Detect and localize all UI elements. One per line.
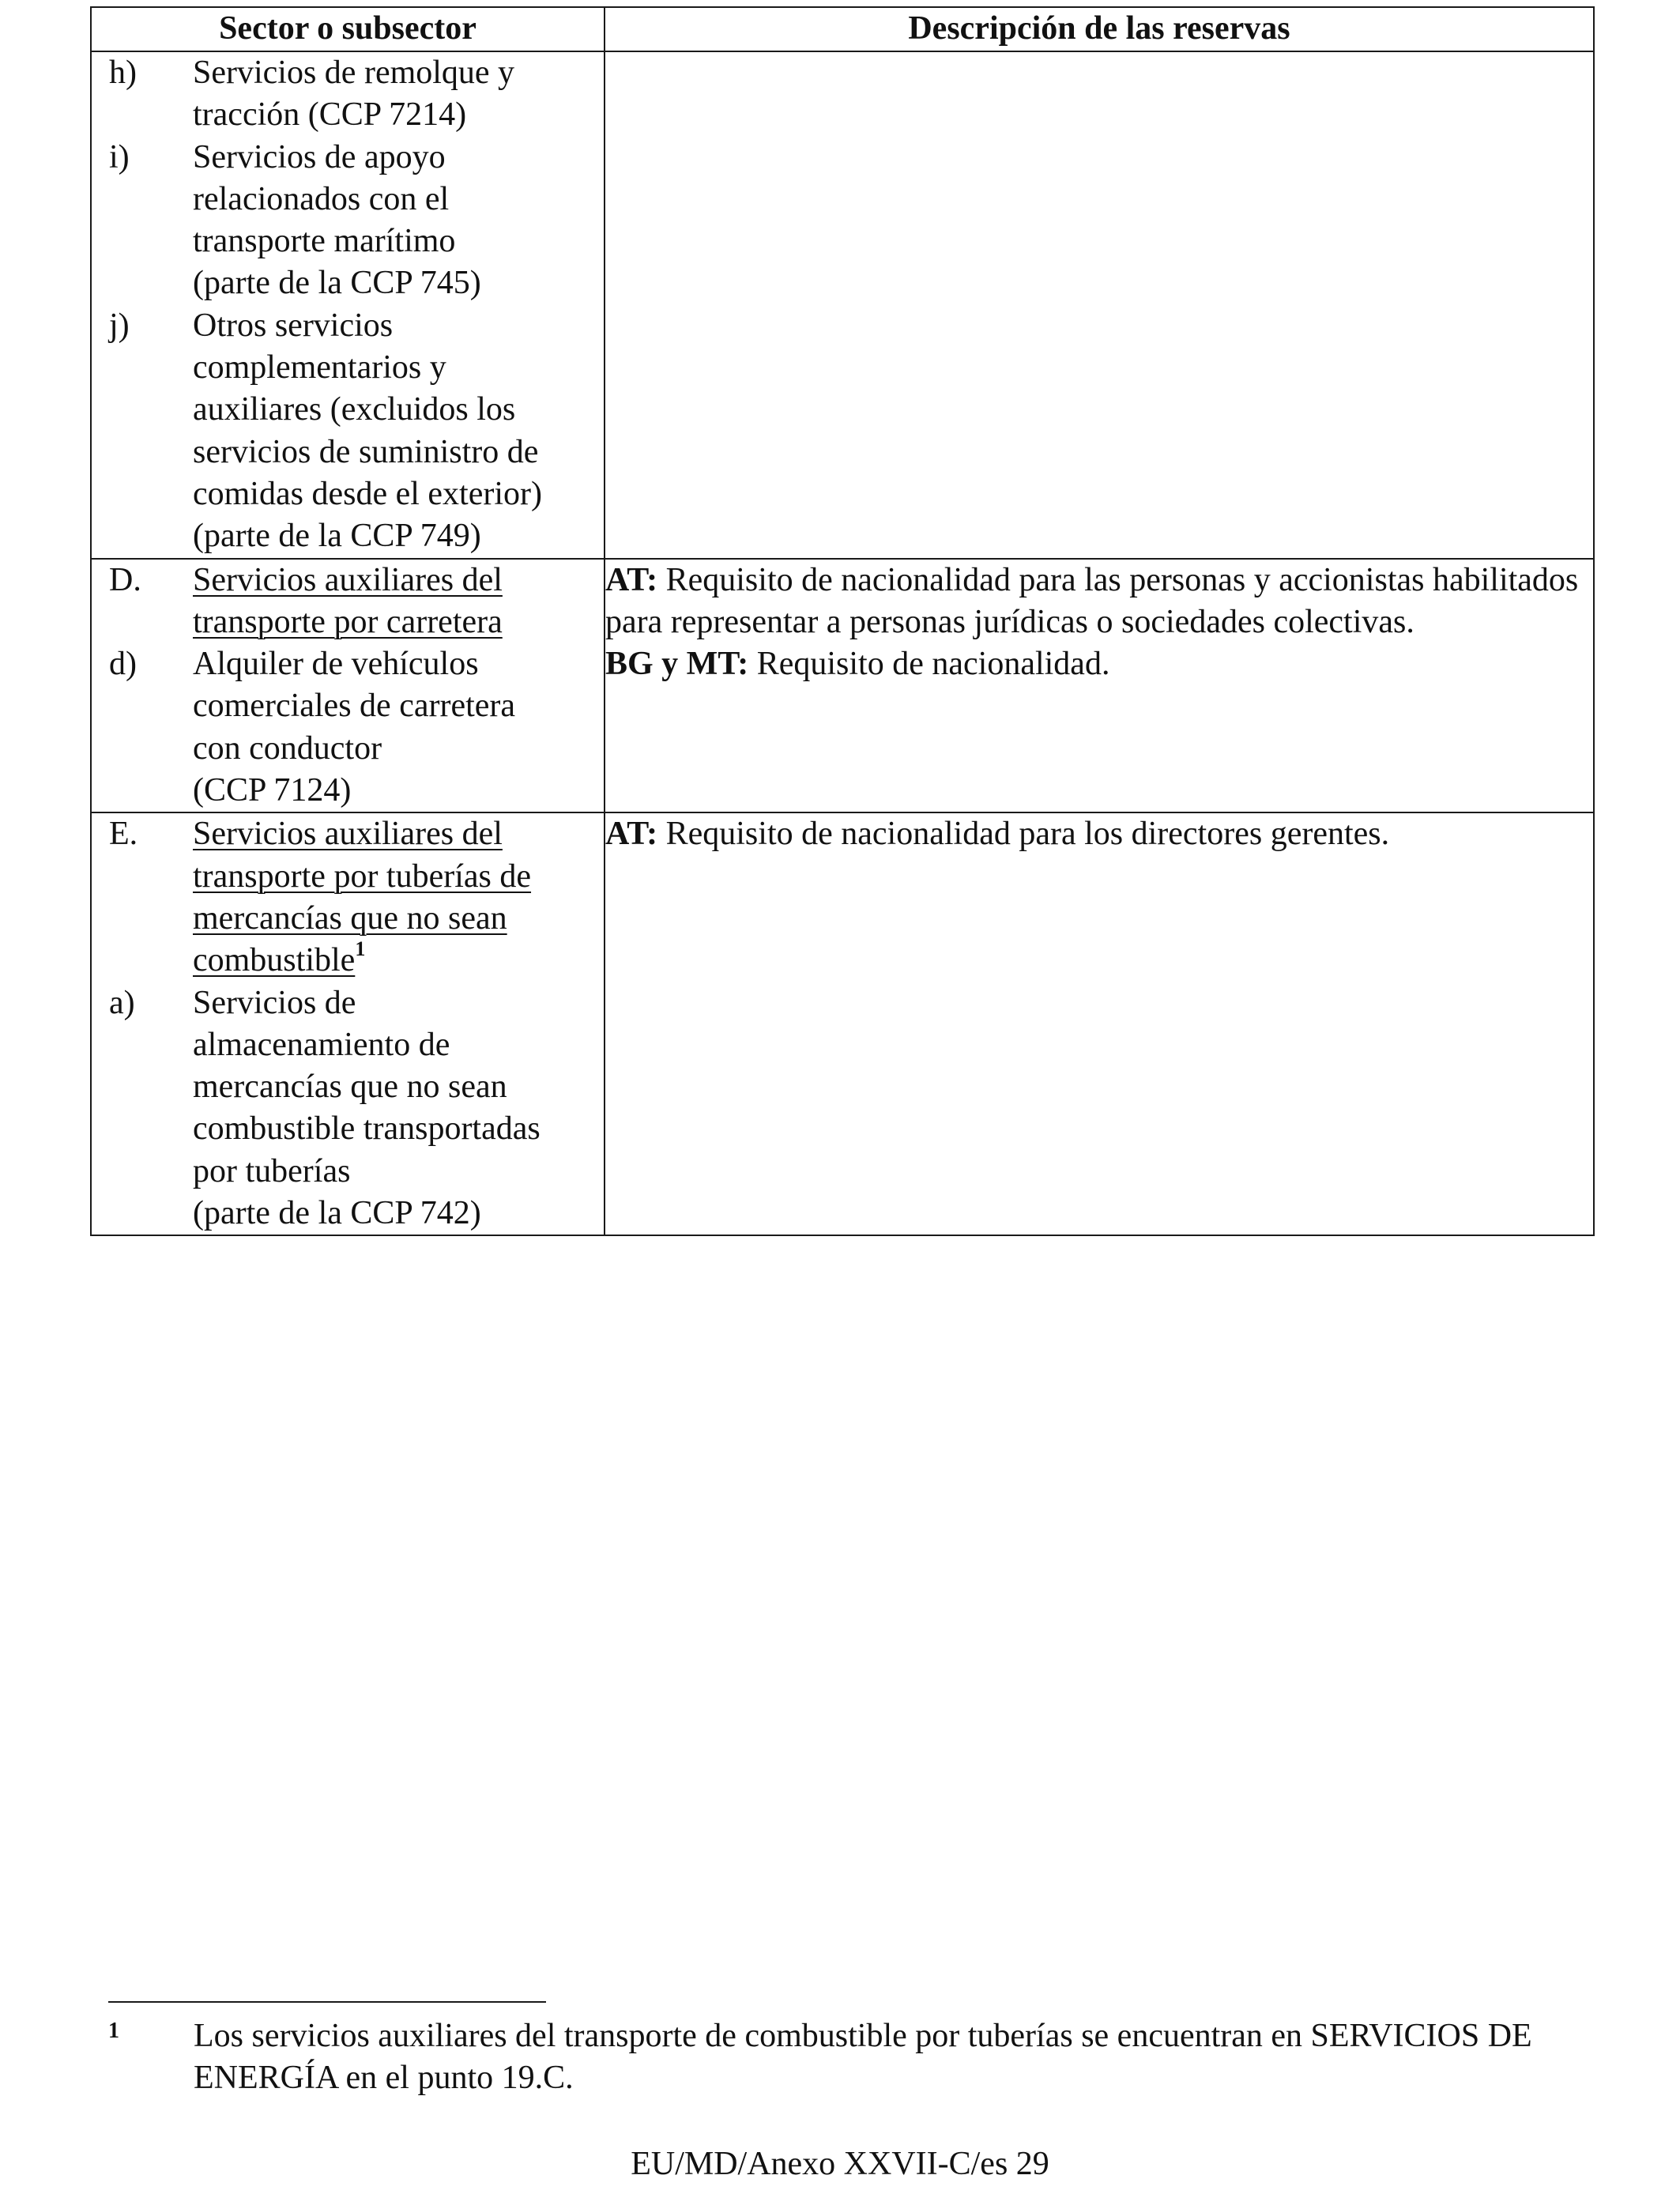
item-heading: Servicios auxiliares del transporte por carretera (193, 561, 503, 640)
sector-item (92, 305, 604, 558)
item-marker: i) (109, 138, 130, 175)
table-header-row (91, 7, 1594, 51)
item-marker: D. (109, 561, 141, 598)
sector-item (92, 52, 604, 137)
reservations-table (90, 6, 1595, 1236)
table-row (91, 51, 1594, 559)
sector-item (92, 643, 604, 812)
item-heading: Servicios auxiliares del transporte por tuberías de mercancías que no sean combustible (193, 816, 532, 979)
description-cell (605, 559, 1594, 813)
description-text: Requisito de nacionalidad para las personas y accionistas habilitados para representar a personas jurídicas o sociedades colectivas. (605, 561, 1579, 640)
country-code: AT: (605, 561, 658, 598)
footnote-separator (108, 2001, 546, 2003)
footnote (108, 2015, 1594, 2099)
item-marker: h) (109, 55, 137, 91)
sector-item (92, 560, 604, 644)
description-cell (605, 812, 1594, 1235)
item-heading-wrap (193, 813, 604, 982)
header-description: Descripción de las reservas (605, 7, 1594, 51)
item-text: Servicios de remolque y tracción (CCP 7214) (193, 55, 515, 134)
description-cell (605, 51, 1594, 559)
item-text: Servicios de apoyo relacionados con el transporte marítimo (parte de la CCP 745) (193, 138, 481, 302)
footnote-marker: 1 (108, 2019, 119, 2043)
item-text: Alquiler de vehículos comerciales de carretera con conductor (CCP 7124) (193, 646, 516, 809)
description-text: Requisito de nacionalidad. (748, 646, 1110, 683)
country-code: AT: (605, 816, 658, 853)
item-marker: E. (109, 816, 138, 853)
sector-cell (91, 559, 605, 813)
description-paragraph (605, 560, 1593, 644)
sector-item (92, 982, 604, 1235)
item-marker: d) (109, 646, 137, 683)
footnote-reference[interactable]: 1 (355, 937, 366, 961)
item-marker: j) (109, 307, 130, 344)
sector-cell (91, 51, 605, 559)
footnote-text: Los servicios auxiliares del transporte de combustible por tuberías se encuentran en SERVICIOS DE ENERGÍA en el punto 19.C. (194, 2018, 1532, 2096)
table-row (91, 812, 1594, 1235)
country-code: BG y MT: (605, 646, 749, 683)
sector-item (92, 137, 604, 305)
description-paragraph (605, 813, 1593, 855)
sector-cell (91, 812, 605, 1235)
page-footer: EU/MD/Anexo XXVII-C/es 29 (631, 2146, 1049, 2182)
description-text: Requisito de nacionalidad para los directores gerentes. (657, 816, 1390, 853)
item-text: Servicios de almacenamiento de mercancías que no sean combustible transportadas por tuberías (parte de la CCP 742) (193, 984, 541, 1232)
item-marker: a) (109, 984, 135, 1021)
description-paragraph (605, 643, 1593, 685)
table-row (91, 559, 1594, 813)
header-sector: Sector o subsector (91, 7, 605, 51)
sector-item (92, 813, 604, 982)
item-text: Otros servicios complementarios y auxiliares (excluidos los servicios de suministro de comidas desde el exterior) (parte de la CCP 749) (193, 307, 542, 555)
